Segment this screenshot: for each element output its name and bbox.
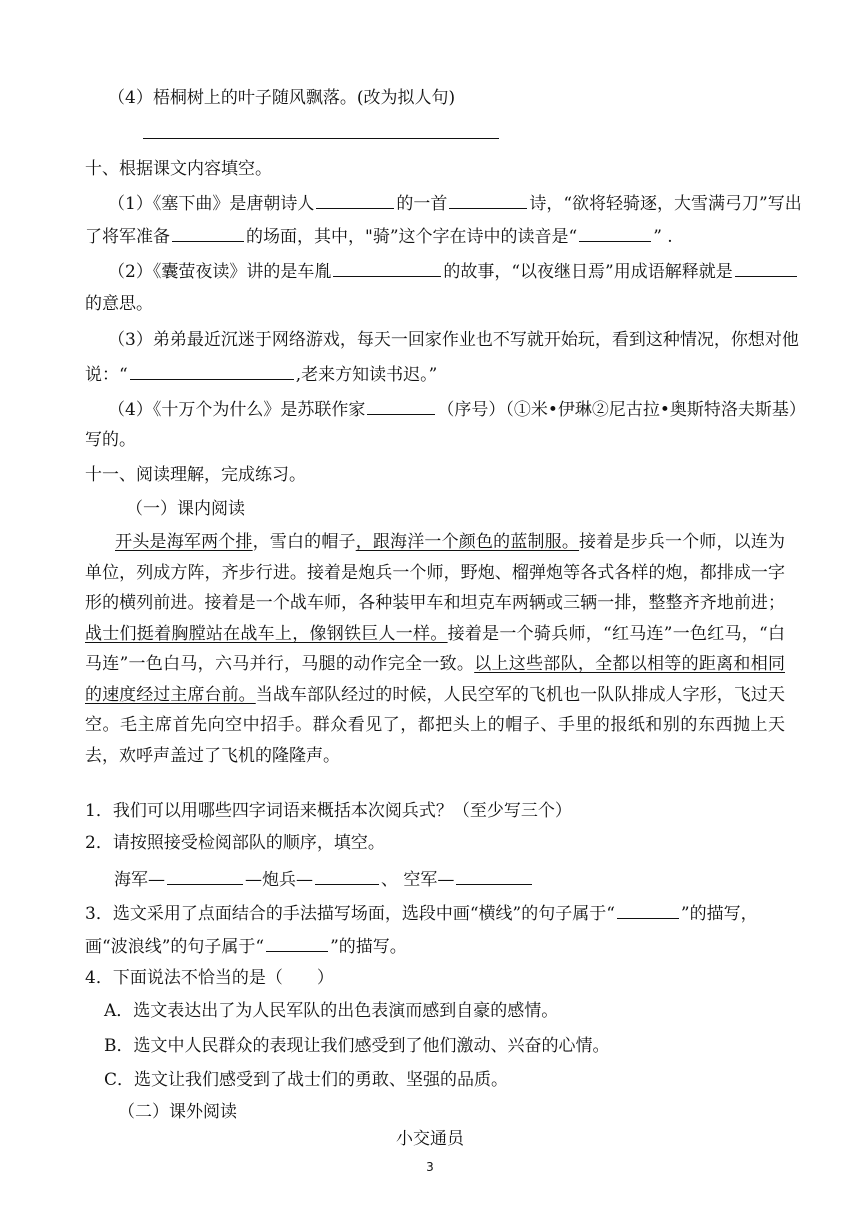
underlined-sentence: 以上这些部队，全都以相等的距离和相同的速度经过主席台前。 [85,654,785,705]
text: （序号）（①米•伊琳②尼古拉•奥斯特洛夫斯基） [437,400,806,420]
s11-q2-fill [114,866,534,892]
blank-proverb[interactable] [130,361,294,380]
option-c[interactable]: C．选文让我们感受到了战士们的勇敢、坚强的品质。 [104,1070,509,1090]
text: ，雪白的帽子 [252,532,356,552]
q9-item-4: （4）梧桐树上的叶子随风飘落。(改为拟人句) [108,88,456,108]
answer-line[interactable] [143,138,499,139]
s11-q1: 1．我们可以用哪些四字词语来概括本次阅兵式？（至少写三个） [85,801,572,821]
part2-heading: （二）课外阅读 [118,1102,237,1122]
blank-idiom[interactable] [735,258,797,277]
text: 接着是步兵一个师，以连为单位，列成方阵，齐步行进。接着是炮兵一个师，野炮、榴弹炮等各式各样的炮，都排成一字形的横列前进。接着是一个战车师，各种装甲车和坦克车两辆或三辆一排，整整齐齐地前进； [85,532,786,613]
s10-q2-line1 [108,258,799,284]
option-b[interactable]: B．选文中人民群众的表现让我们感受到了他们激动、兴奋的心情。 [104,1036,610,1056]
section-10-title: 十、根据课文内容填空。 [85,159,272,179]
blank-unit-6[interactable] [456,866,532,885]
underlined-sentence: 战士们挺着胸膛站在战车上，像钢铁巨人一样。 [85,623,448,644]
s11-q3-line2 [85,933,407,959]
s10-q4-line1 [108,396,806,422]
text: （4）《十万个为什么》是苏联作家 [108,400,366,420]
text: 、 空军— [381,870,455,890]
text: ,老来方知读书迟。” [295,365,438,385]
s10-q1-line2 [85,223,673,249]
text: 的场面，其中，"骑”这个字在诗中的读音是“ [246,227,578,247]
s10-q3-line2 [85,361,437,387]
blank-point-or-surface-2[interactable] [266,933,328,952]
s11-q3-line1 [85,900,758,926]
blank-story[interactable] [333,258,441,277]
s10-q1-line1 [108,190,802,216]
text: 海军— [114,870,165,890]
text: 当战车部队经过的时候，人民空军的飞机也一队队排成人字形，飞过天空。毛主席首先向空中招手。群众看见了，都把头上的帽子、手里的报纸和别的东西抛上天去，欢呼声盖过了飞机的隆隆声。 [85,684,785,766]
blank-pronunciation[interactable] [579,223,651,242]
option-a[interactable]: A．选文表达出了为人民军队的出色表演而感到自豪的感情。 [104,1001,559,1021]
blank-unit-2[interactable] [167,866,243,885]
underlined-sentence: 开头是海军两个排 [115,532,253,552]
text: 接着是一个骑兵师，“红马连”一色红马，“白马连”一色白马，六马并行，马腿的动作完全一致。 [85,623,785,674]
s11-q4: 4．下面说法不恰当的是（ ） [85,968,334,988]
text: 的一首 [396,194,448,214]
blank-unit-4[interactable] [315,866,379,885]
text: ”的描写， [680,904,758,924]
blank-author[interactable] [367,396,435,415]
page-number: 3 [426,1160,434,1174]
reading-passage [85,527,785,771]
text: 画“波浪线”的句子属于“ [85,937,265,957]
text: ”的描写。 [330,937,407,957]
s10-q4-line2: 写的。 [85,430,136,450]
s10-q3-line1: （3）弟弟最近沉迷于网络游戏，每天一回家作业也不写就开始玩，看到这种情况，你想对他 [108,330,799,350]
text: 的故事，“以夜继日焉”用成语解释就是 [443,262,733,282]
underlined-sentence: ，跟海洋一个颜色的蓝制服。 [355,532,580,552]
blank-scene[interactable] [172,223,244,242]
text: 3．选文采用了点面结合的手法描写场面，选段中画“横线”的句子属于“ [85,904,615,924]
s10-q2-line2: 的意思。 [85,294,153,314]
section-11-title: 十一、阅读理解，完成练习。 [85,465,306,485]
s11-q2: 2．请按照接受检阅部队的顺序，填空。 [85,833,385,853]
text: ” . [653,227,673,247]
story-title: 小交通员 [396,1129,464,1149]
blank-poem-type[interactable] [449,190,527,209]
text: （2）《囊萤夜读》讲的是车胤 [108,262,332,282]
text: （1）《塞下曲》是唐朝诗人 [108,194,315,214]
text: 诗，“欲将轻骑逐，大雪满弓刀”写出 [529,194,802,214]
text: 说：“ [85,365,128,385]
part1-heading: （一）课内阅读 [126,499,245,519]
blank-point-or-surface-1[interactable] [617,900,679,919]
text: —炮兵— [245,870,313,890]
blank-poet[interactable] [316,190,394,209]
text: 了将军准备 [85,227,170,247]
